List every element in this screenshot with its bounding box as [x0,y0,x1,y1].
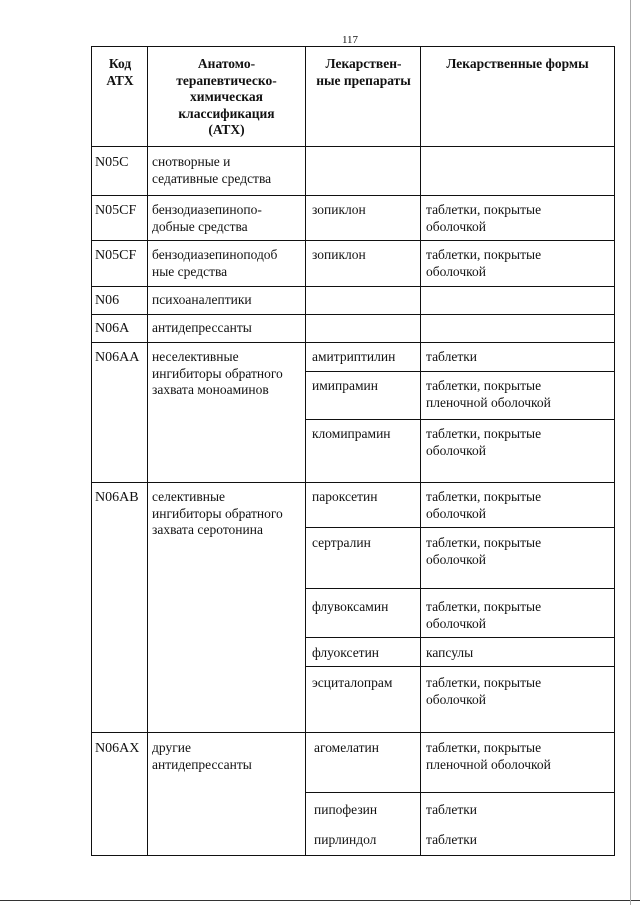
row-code: N05C [95,155,129,170]
dosage-form: таблетки [426,832,478,847]
row-classification: снотворные и седативные средства [152,154,272,186]
header-forms: Лекарственные формы [446,56,589,71]
drug-name: зопиклон [312,202,366,217]
header-drugs: Лекарствен- ные препараты [316,56,411,88]
drug-name: кломипрамин [312,426,391,441]
column-divider [147,46,148,856]
row-divider [91,314,615,315]
column-divider [305,46,306,856]
page-number: 117 [341,34,359,46]
dosage-form: таблетки [426,349,478,364]
dosage-form: таблетки, покрытые оболочкой [426,489,542,521]
drug-name: амитриптилин [312,349,396,364]
row-code: N05CF [95,248,137,263]
drug-name: флувоксамин [312,599,389,614]
row-code: N06AX [95,741,140,756]
row-classification: селективные ингибиторы обратного захвата серотонина [152,489,283,537]
row-classification: антидепрессанты [152,320,252,335]
row-classification: другие антидепрессанты [152,740,252,772]
row-classification: психоаналептики [152,292,252,307]
row-code: N06 [95,293,120,308]
row-code: N06AA [95,350,140,365]
drug-name: агомелатин [314,740,379,755]
sub-row-divider [305,637,615,638]
row-divider [91,482,615,483]
row-code: N06AB [95,490,139,505]
classification-line: добные средства [152,218,248,234]
drug-name: пароксетин [312,489,378,504]
row-divider [91,342,615,343]
dosage-form: таблетки, покрытые пленочной оболочкой [426,378,551,410]
classification-line: бензодиазепинопо- [152,202,262,217]
scan-edge-line [630,0,633,905]
sub-row-divider [305,371,615,372]
sub-row-divider [305,527,615,528]
row-divider [91,240,615,241]
row-divider [91,286,615,287]
dosage-form: таблетки, покрытые оболочкой [426,247,542,279]
dosage-form: таблетки [426,802,478,817]
drug-name: эсциталопрам [312,675,393,690]
sub-row-divider [305,666,615,667]
dosage-form: таблетки, покрытые оболочкой [426,599,542,631]
row-code: N06A [95,321,130,336]
row-classification: неселективные ингибиторы обратного захвата моноаминов [152,349,283,397]
dosage-form: капсулы [426,645,474,660]
sub-row-divider [305,588,615,589]
sub-row-divider [305,792,615,793]
drug-name: пирлиндол [314,832,377,847]
scan-edge-line [0,900,640,903]
row-code: N05CF [95,203,137,218]
drug-name: флуоксетин [312,645,380,660]
column-divider [420,46,421,856]
drug-name: зопиклон [312,247,366,262]
row-divider [91,146,615,147]
dosage-form: таблетки, покрытые оболочкой [426,675,542,707]
header-classification: Анатомо- терапевтическо- химическая классификация (АТХ) [176,56,277,137]
header-code: Код АТХ [106,56,134,88]
drug-name: пипофезин [314,802,378,817]
drug-name: имипрамин [312,378,378,393]
dosage-form: таблетки, покрытые оболочкой [426,426,542,458]
dosage-form: таблетки, покрытые оболочкой [426,202,542,234]
row-divider [91,732,615,733]
dosage-form: таблетки, покрытые пленочной оболочкой [426,740,551,772]
row-classification [152,202,262,235]
row-classification: бензодиазепиноподоб ные средства [152,247,278,279]
row-divider [91,195,615,196]
drug-name: сертралин [312,535,371,550]
dosage-form: таблетки, покрытые оболочкой [426,535,542,567]
sub-row-divider [305,419,615,420]
